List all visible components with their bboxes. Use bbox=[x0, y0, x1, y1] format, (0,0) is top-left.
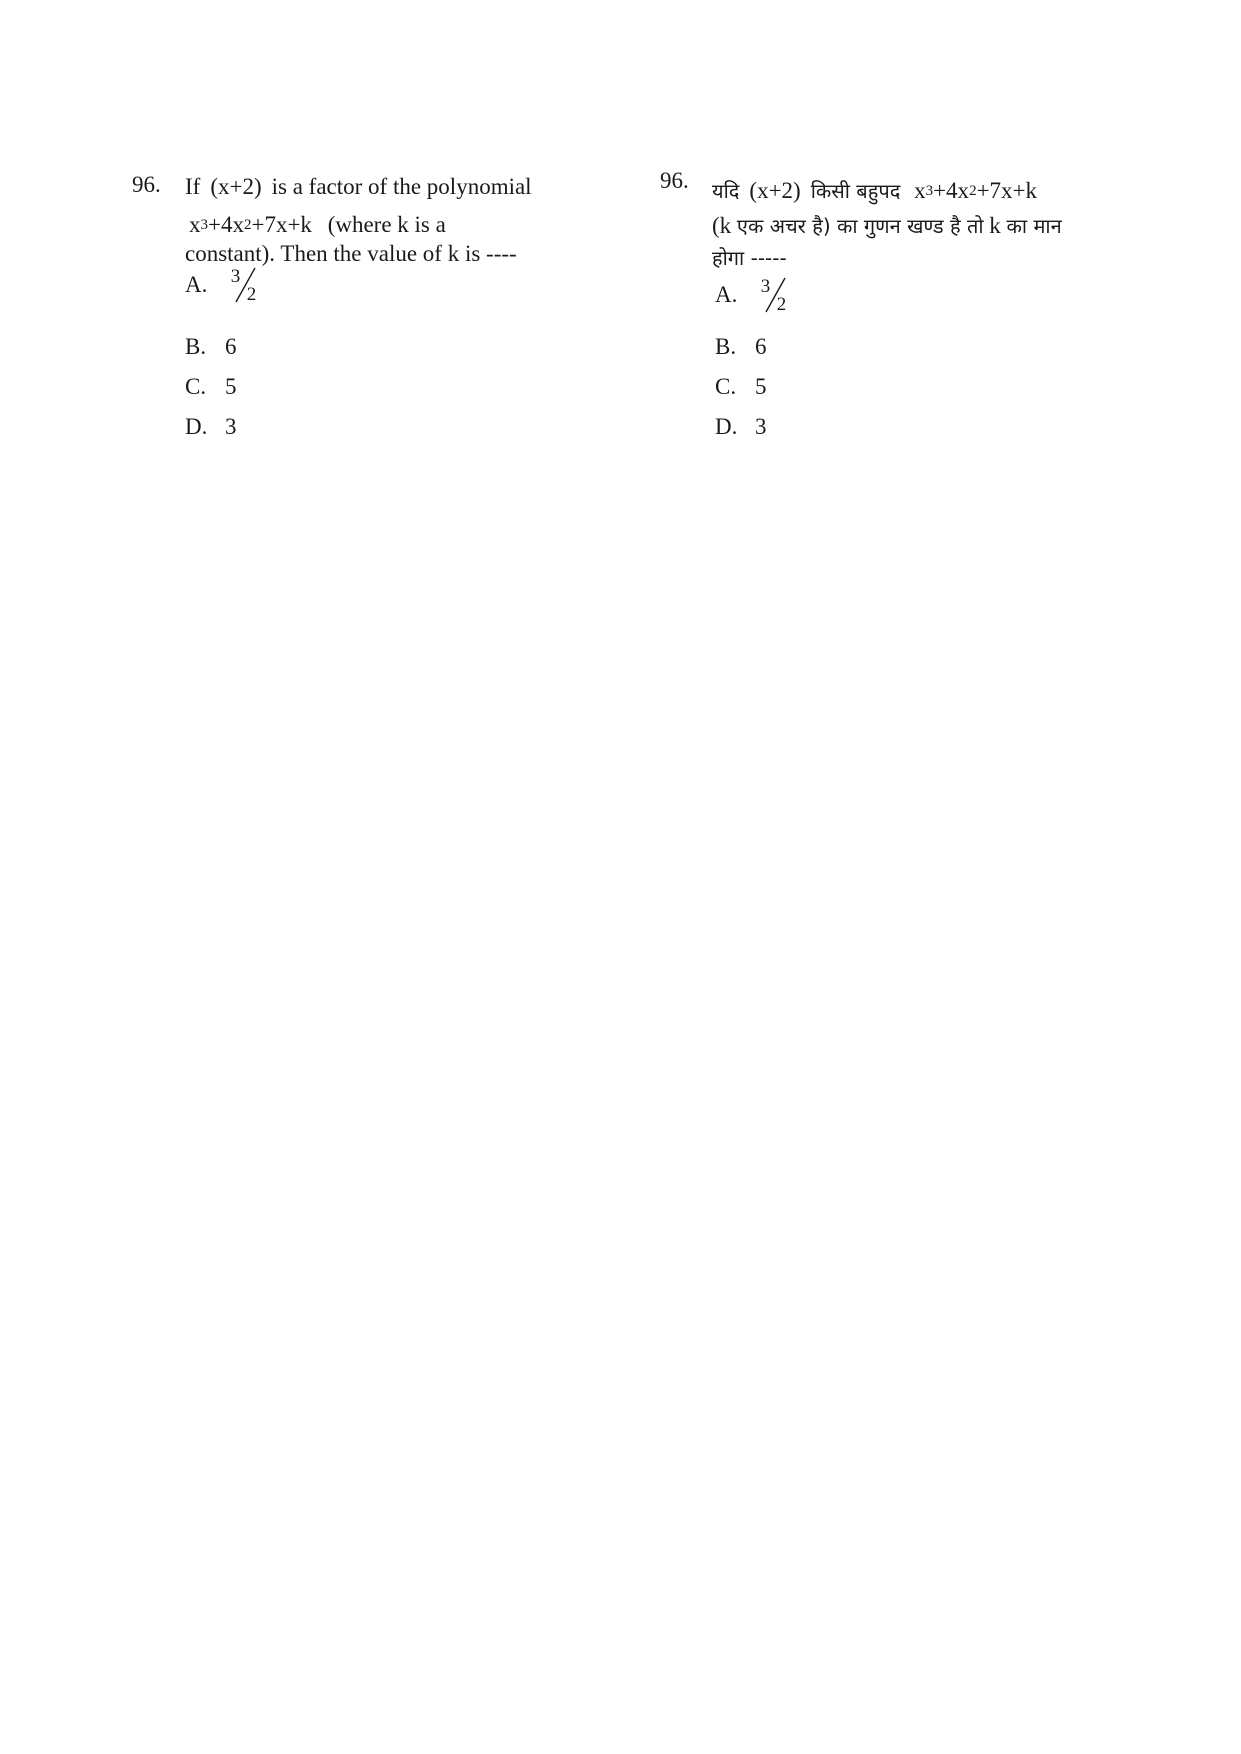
question-number: 96. bbox=[132, 172, 161, 197]
question-number: 96. bbox=[660, 168, 689, 193]
option-value: 5 bbox=[755, 374, 767, 399]
options-list bbox=[185, 266, 265, 454]
polynomial: $x^3+4x^2+7x+k$ bbox=[189, 212, 312, 237]
option-b[interactable] bbox=[715, 334, 795, 374]
text-k: k bbox=[989, 213, 1001, 238]
question-line-1 bbox=[185, 172, 605, 202]
text-kisi-bahupad: किसी बहुपद bbox=[810, 179, 901, 203]
polynomial: $x^3+4x^2+7x+k$ bbox=[914, 178, 1038, 203]
fraction-denominator: 2 bbox=[776, 294, 787, 315]
factor-expression: (x+2) bbox=[749, 178, 801, 203]
option-value: 6 bbox=[755, 334, 767, 359]
factor-expression: (x+2) bbox=[210, 174, 262, 199]
text-factor-of: is a factor of the polynomial bbox=[271, 174, 532, 199]
text-ek-achar: एक अचर है) का गुणन खण्ड है तो bbox=[736, 214, 984, 238]
question-line-2 bbox=[712, 211, 1142, 241]
option-value: 3 bbox=[755, 414, 767, 439]
option-label: D. bbox=[715, 414, 738, 439]
text-if: If bbox=[185, 174, 201, 199]
option-d[interactable] bbox=[715, 414, 795, 454]
fraction bbox=[231, 266, 265, 306]
fraction-numerator: 3 bbox=[230, 266, 241, 287]
option-b[interactable] bbox=[185, 334, 265, 374]
option-label: D. bbox=[185, 414, 208, 439]
option-label: B. bbox=[185, 334, 207, 359]
option-d[interactable] bbox=[185, 414, 265, 454]
option-label: B. bbox=[715, 334, 737, 359]
options-list bbox=[715, 276, 795, 454]
text-yadi: यदि bbox=[712, 179, 740, 203]
question-line-3: होगा ----- bbox=[712, 246, 787, 270]
option-value: 3 bbox=[225, 414, 237, 439]
fraction bbox=[761, 276, 795, 316]
option-a[interactable] bbox=[185, 266, 265, 334]
question-line-3: constant). Then the value of k is ---- bbox=[185, 241, 517, 266]
text-ka-maan: का मान bbox=[1006, 214, 1062, 238]
option-value: 5 bbox=[225, 374, 237, 399]
question-text bbox=[712, 172, 1142, 273]
fraction-numerator: 3 bbox=[760, 276, 771, 297]
option-label: A. bbox=[185, 272, 208, 297]
fraction-denominator: 2 bbox=[246, 284, 257, 305]
option-label: A. bbox=[715, 282, 738, 307]
option-c[interactable] bbox=[185, 374, 265, 414]
option-value: 6 bbox=[225, 334, 237, 359]
option-label: C. bbox=[715, 374, 737, 399]
text-paren-k: (k bbox=[712, 213, 732, 238]
text-where: (where k is a bbox=[327, 212, 446, 237]
question-line-1 bbox=[712, 176, 1142, 209]
option-c[interactable] bbox=[715, 374, 795, 414]
option-a[interactable] bbox=[715, 276, 795, 334]
option-label: C. bbox=[185, 374, 207, 399]
question-text bbox=[185, 172, 605, 269]
